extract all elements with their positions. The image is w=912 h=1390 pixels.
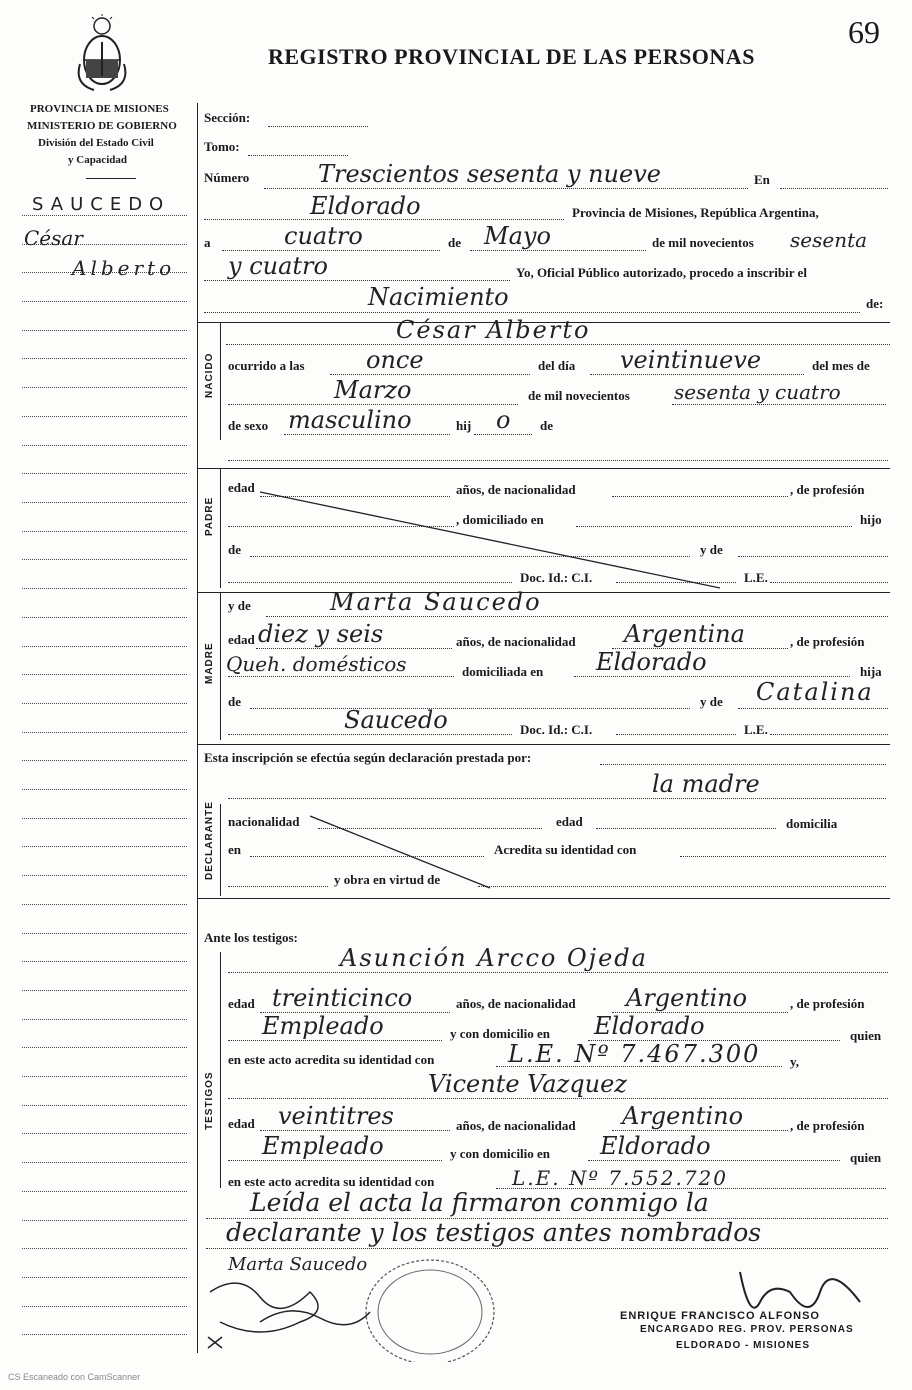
label-t1-profesion: , de profesión <box>790 996 865 1011</box>
margin-ruled-line <box>22 416 187 417</box>
margin-surname: SAUCEDO <box>32 194 171 215</box>
value-dia-acta: cuatro <box>284 222 363 250</box>
margin-ruled-line <box>22 387 187 388</box>
value-t2-dom: Eldorado <box>600 1132 711 1160</box>
label-padre-domicilio: , domiciliado en <box>456 512 544 527</box>
value-dia-nac: veintinueve <box>620 346 762 374</box>
margin-ruled-line <box>22 703 187 704</box>
margin-name2: Alberto <box>72 256 176 280</box>
label-madre-y-de2: y de <box>700 694 723 709</box>
value-madre-domicilio: Eldorado <box>596 648 707 676</box>
margin-ruled-line <box>22 1277 187 1278</box>
margin-ruled-line <box>22 789 187 790</box>
value-anio-nac: sesenta y cuatro <box>674 380 841 404</box>
label-ocurrido: ocurrido a las <box>228 358 305 373</box>
label-t1-y: y, <box>790 1054 800 1069</box>
label-dec-acredita: Acredita su identidad con <box>494 842 637 857</box>
margin-ruled-line <box>22 961 187 962</box>
office-capacity: y Capacidad <box>68 154 127 166</box>
label-dec-nacionalidad: nacionalidad <box>228 814 300 829</box>
label-dec-obra: y obra en virtud de <box>334 872 441 887</box>
label-de-sexo: de sexo <box>228 418 269 433</box>
margin-ruled-line <box>22 846 187 847</box>
value-t1-doc: L.E. Nº 7.467.300 <box>508 1040 761 1068</box>
office-ministry: MINISTERIO DE GOBIERNO <box>27 120 177 132</box>
section-declarante: DECLARANTE <box>204 801 215 880</box>
margin-ruled-line <box>22 904 187 905</box>
margin-ruled-line <box>22 1076 187 1077</box>
margin-ruled-line <box>22 1047 187 1048</box>
label-madre-de: de <box>228 694 241 709</box>
value-madre-profesion: Queh. domésticos <box>226 652 407 676</box>
office-division: División del Estado Civil <box>38 137 154 149</box>
value-t2-nac: Argentino <box>622 1102 744 1130</box>
label-seccion: Sección: <box>204 110 251 125</box>
label-inscripcion: Esta inscripción se efectúa según declaración prestada por: <box>204 750 532 765</box>
label-de-colon: de: <box>866 296 884 311</box>
padre-strikeout <box>260 488 820 598</box>
value-hora: once <box>366 346 424 374</box>
section-testigos: TESTIGOS <box>204 1071 215 1130</box>
value-cierre2: declarante y los testigos antes nombrados <box>226 1218 762 1247</box>
label-t1-anios: años, de nacionalidad <box>456 996 576 1011</box>
section-nacido: NACIDO <box>204 352 215 398</box>
margin-ruled-line <box>22 674 187 675</box>
stamp-officer-name: ENRIQUE FRANCISCO ALFONSO <box>620 1310 820 1322</box>
coat-of-arms-icon <box>72 14 132 94</box>
value-anio-acta1: sesenta <box>790 228 868 252</box>
value-t2-doc: L.E. Nº 7.552.720 <box>512 1166 729 1190</box>
margin-ruled-line <box>22 617 187 618</box>
label-padre-anios: años, de nacionalidad <box>456 482 576 497</box>
value-mes-acta: Mayo <box>484 222 551 250</box>
label-t1-quien: quien <box>850 1028 882 1043</box>
label-madre-domicilio: domiciliada en <box>462 664 544 679</box>
margin-ruled-line <box>22 1306 187 1307</box>
value-declarante: la madre <box>652 770 760 798</box>
page-number: 69 <box>848 14 880 50</box>
label-numero: Número <box>204 170 250 185</box>
label-yo-oficial: Yo, Oficial Público autorizado, procedo a inscribir el <box>516 265 807 280</box>
label-padre-de: de <box>228 542 241 557</box>
label-madre-edad: edad <box>228 632 255 647</box>
signature-scribbles <box>200 1252 530 1367</box>
label-madre-doc: Doc. Id.: C.I. <box>520 722 593 737</box>
label-madre-anios: años, de nacionalidad <box>456 634 576 649</box>
value-tipo: Nacimiento <box>368 283 509 311</box>
margin-ruled-line <box>22 301 187 302</box>
margin-ruled-line <box>22 358 187 359</box>
label-t1-domicilio: y con domicilio en <box>450 1026 551 1041</box>
margin-ruled-line <box>22 1105 187 1106</box>
margin-ruled-line <box>22 1191 187 1192</box>
margin-ruled-line <box>22 1162 187 1163</box>
label-t1-acredita: en este acto acredita su identidad con <box>228 1052 435 1067</box>
label-a: a <box>204 235 211 250</box>
stamp-officer-place: ELDORADO - MISIONES <box>676 1340 811 1351</box>
margin-ruled-line <box>22 1019 187 1020</box>
margin-ruled-line <box>22 330 187 331</box>
value-t2-prof: Empleado <box>262 1132 384 1160</box>
margin-ruled-line <box>22 531 187 532</box>
value-sexo: masculino <box>288 406 412 434</box>
label-padre-y-de: y de <box>700 542 723 557</box>
margin-ruled-line <box>22 875 187 876</box>
value-nombre: César Alberto <box>396 316 591 344</box>
section-madre: MADRE <box>204 642 215 684</box>
value-abuela-apellido: Saucedo <box>344 706 448 734</box>
value-lugar: Eldorado <box>310 192 421 220</box>
label-t2-edad: edad <box>228 1116 255 1131</box>
declarante-strikeout <box>310 812 510 892</box>
margin-ruled-line <box>22 588 187 589</box>
value-testigo1: Asunción Arcco Ojeda <box>340 944 648 972</box>
scanner-footer: CS Escaneado con CamScanner <box>8 1372 141 1382</box>
label-dec-edad: edad <box>556 814 583 829</box>
label-padre-edad: edad <box>228 480 255 495</box>
label-t2-domicilio: y con domicilio en <box>450 1146 551 1161</box>
label-del-mes: del mes de <box>812 358 870 373</box>
label-de-mil-nov: de mil novecientos <box>528 388 630 403</box>
label-t1-edad: edad <box>228 996 255 1011</box>
page-title: REGISTRO PROVINCIAL DE LAS PERSONAS <box>268 44 755 69</box>
margin-ruled-line <box>22 760 187 761</box>
section-padre: PADRE <box>204 496 215 536</box>
margin-ruled-line <box>22 1334 187 1335</box>
label-dec-en2: en <box>228 842 241 857</box>
value-cierre1: Leída el acta la firmaron conmigo la <box>250 1188 709 1217</box>
margin-ruled-line <box>22 502 187 503</box>
value-anio-acta2: y cuatro <box>228 252 328 280</box>
label-mil-nov: de mil novecientos <box>652 235 754 250</box>
margin-ruled-line <box>22 215 187 216</box>
label-del-dia: del día <box>538 358 576 373</box>
label-t2-anios: años, de nacionalidad <box>456 1118 576 1133</box>
label-ante-testigos: Ante los testigos: <box>204 930 298 945</box>
value-t1-nac: Argentino <box>626 984 748 1012</box>
label-padre-le: L.E. <box>744 570 768 585</box>
label-de-2: de <box>540 418 553 433</box>
margin-ruled-line <box>22 933 187 934</box>
label-t2-acredita: en este acto acredita su identidad con <box>228 1174 435 1189</box>
value-t1-prof: Empleado <box>262 1012 384 1040</box>
value-t2-edad: veintitres <box>278 1102 394 1130</box>
label-dec-domicilia: domicilia <box>786 816 838 831</box>
label-en: En <box>754 172 770 187</box>
office-province: PROVINCIA DE MISIONES <box>30 103 169 115</box>
margin-ruled-line <box>22 1133 187 1134</box>
label-t2-quien: quien <box>850 1150 882 1165</box>
label-madre-hija: hija <box>860 664 882 679</box>
margin-name1: César <box>24 226 83 250</box>
label-madre-le: L.E. <box>744 722 768 737</box>
label-provincia: Provincia de Misiones, República Argentina, <box>572 205 819 220</box>
value-madre-nacionalidad: Argentina <box>624 620 745 648</box>
value-abuela-nombre: Catalina <box>756 678 874 706</box>
value-madre-nombre: Marta Saucedo <box>330 588 542 616</box>
margin-ruled-line <box>22 445 187 446</box>
margin-ruled-line <box>22 1220 187 1221</box>
margin-ruled-line <box>22 559 187 560</box>
label-hij: hij <box>456 418 472 433</box>
value-t1-edad: treinticinco <box>272 984 413 1012</box>
label-madre-y-de: y de <box>228 598 251 613</box>
label-tomo: Tomo: <box>204 139 240 154</box>
margin-ruled-line <box>22 732 187 733</box>
label-padre-profesion: , de profesión <box>790 482 865 497</box>
label-padre-hijo: hijo <box>860 512 882 527</box>
margin-ruled-line <box>22 646 187 647</box>
value-madre-edad: diez y seis <box>258 620 384 648</box>
signature-madre: Marta Saucedo <box>228 1254 368 1275</box>
label-de-1: de <box>448 235 461 250</box>
margin-ruled-line <box>22 818 187 819</box>
margin-ruled-line <box>22 990 187 991</box>
value-hij-sufijo: o <box>496 406 511 434</box>
stamp-officer-title: ENCARGADO REG. PROV. PERSONAS <box>640 1324 854 1335</box>
margin-ruled-line <box>22 1248 187 1249</box>
value-numero: Trescientos sesenta y nueve <box>318 160 661 188</box>
margin-ruled-line <box>22 473 187 474</box>
value-testigo2: Vicente Vazquez <box>428 1070 627 1098</box>
label-t2-profesion: , de profesión <box>790 1118 865 1133</box>
label-padre-doc: Doc. Id.: C.I. <box>520 570 593 585</box>
value-mes-nac: Marzo <box>334 376 412 404</box>
value-t1-dom: Eldorado <box>594 1012 705 1040</box>
label-madre-profesion: , de profesión <box>790 634 865 649</box>
